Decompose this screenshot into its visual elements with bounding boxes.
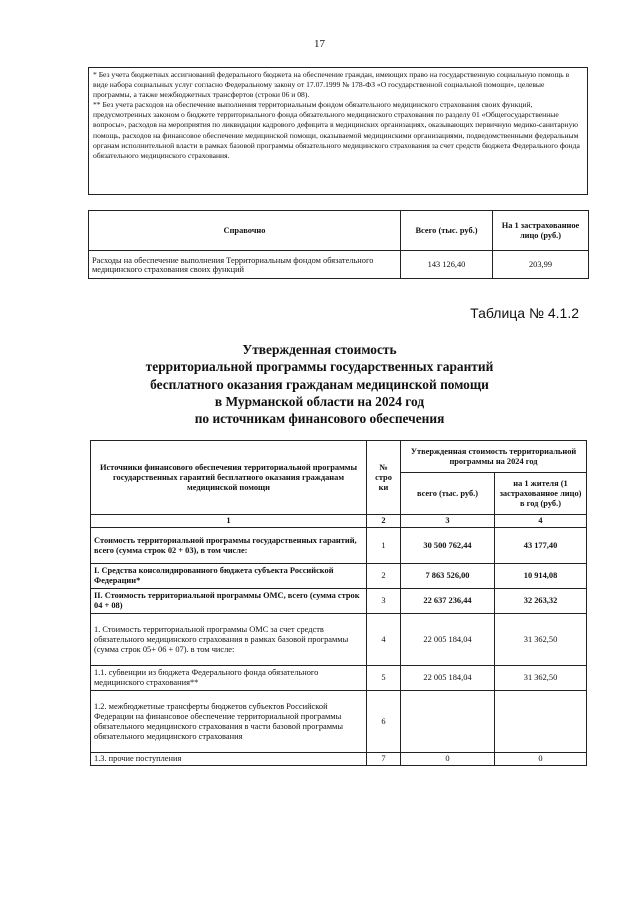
page-number: 17: [314, 38, 325, 50]
ref-header-label: Справочно: [89, 211, 401, 251]
row-total: 22 005 184,04: [401, 666, 495, 691]
row-number: 3: [367, 589, 401, 614]
row-per-capita: 0: [495, 753, 587, 766]
row-total: 22 637 236,44: [401, 589, 495, 614]
row-total: 30 500 762,44: [401, 528, 495, 564]
reference-table: [88, 210, 589, 279]
row-per-capita: 43 177,40: [495, 528, 587, 564]
header-per-capita: на 1 жителя (1 застрахованное лицо) в год (руб.): [495, 473, 587, 515]
title-line: бесплатного оказания гражданам медицинской помощи: [150, 376, 489, 392]
ref-header-per: На 1 застрахованное лицо (руб.): [493, 211, 589, 251]
row-number: 4: [367, 614, 401, 666]
footnote-2: ** Без учета расходов на обеспечение выполнения территориальным фондом обязательного медицинского страхования своих функций, предусмотренных законом о бюджете территориального фонда обязательного медицинского страхования по разделу 01 «Общегосударственные вопросы», расходов на мероприятия по ликвидации кадрового дефицита в медицинских организациях, оказывающих первичную медико-санитарную помощь, расходов на финансовое обеспечение медицинской помощи, оказываемой медицинскими организациями, подведомственными федеральным органам исполнительной власти в рамках базовой программы обязательного медицинского страхования за счет средств бюджета Федерального фонда обязательного медицинского страхования.: [93, 100, 580, 160]
column-index-row: [91, 515, 587, 528]
header-approved-cost: Утвержденная стоимость территориальной программы на 2024 год: [401, 441, 587, 473]
table-row: [91, 614, 587, 666]
table-row: [91, 528, 587, 564]
footnotes-box: [88, 67, 588, 195]
row-total: [401, 691, 495, 753]
row-per-capita: 31 362,50: [495, 666, 587, 691]
title-line: по источникам финансового обеспечения: [194, 411, 445, 427]
ref-row-total: 143 126,40: [401, 251, 493, 279]
footnote-1: * Без учета бюджетных ассигнований федерального бюджета на обеспечение граждан, имеющих право на государственную социальную помощь в виде набора социальных услуг согласно Федеральному закону от 17.07.1999 № 178-ФЗ «О государственной социальной помощи», целевые программы, а также межбюджетных трансфертов (строки 06 и 08).: [93, 70, 570, 100]
document-title: [0, 341, 639, 427]
row-per-capita: 31 362,50: [495, 614, 587, 666]
row-source: 1. Стоимость территориальной программы ОМС за счет средств обязательного медицинского страхования в рамках базовой программы (сумма строк 05+ 06 + 07). в том числе:: [91, 614, 367, 666]
header-row-number: № стро ки: [367, 441, 401, 515]
table-row: [91, 589, 587, 614]
row-per-capita: [495, 691, 587, 753]
header-source: Источники финансового обеспечения территориальной программы государственных гарантий бесплатного оказания гражданам медицинской помощи: [91, 441, 367, 515]
row-number: 2: [367, 564, 401, 589]
title-line: Утвержденная стоимость: [242, 342, 397, 357]
column-index: 2: [367, 515, 401, 528]
row-source: Стоимость территориальной программы государственных гарантий, всего (сумма строк 02 + 03), в том числе:: [91, 528, 367, 564]
cost-table: [90, 440, 587, 766]
row-source: 1.2. межбюджетные трансферты бюджетов субъектов Российской Федерации на финансовое обеспечение территориальной программы обязательного медицинского страхования в части базовой программы обязательного медицинского страхования: [91, 691, 367, 753]
row-per-capita: 10 914,08: [495, 564, 587, 589]
row-source: 1.1. субвенции из бюджета Федерального фонда обязательного медицинского страхования**: [91, 666, 367, 691]
row-number: 5: [367, 666, 401, 691]
title-line: в Мурманской области на 2024 год: [214, 393, 425, 409]
title-line: территориальной программы государственных гарантий: [145, 359, 494, 375]
column-index: 4: [495, 515, 587, 528]
row-source: I. Средства консолидированного бюджета субъекта Российской Федерации*: [91, 564, 367, 589]
row-source: 1.3. прочие поступления: [91, 753, 367, 766]
row-number: 1: [367, 528, 401, 564]
row-total: 7 863 526,00: [401, 564, 495, 589]
row-total: 22 005 184,04: [401, 614, 495, 666]
header-total: всего (тыс. руб.): [401, 473, 495, 515]
table-row: [91, 666, 587, 691]
table-caption: Таблица № 4.1.2: [470, 305, 579, 321]
row-number: 6: [367, 691, 401, 753]
ref-row-label: Расходы на обеспечение выполнения Территориальным фондом обязательного медицинского страхования своих функций: [89, 251, 401, 279]
ref-header-total: Всего (тыс. руб.): [401, 211, 493, 251]
row-total: 0: [401, 753, 495, 766]
ref-row-per: 203,99: [493, 251, 589, 279]
row-number: 7: [367, 753, 401, 766]
row-per-capita: 32 263,32: [495, 589, 587, 614]
table-row: [91, 691, 587, 753]
table-row: [91, 564, 587, 589]
column-index: 3: [401, 515, 495, 528]
row-source: II. Стоимость территориальной программы ОМС, всего (сумма строк 04 + 08): [91, 589, 367, 614]
table-row: [91, 753, 587, 766]
column-index: 1: [91, 515, 367, 528]
